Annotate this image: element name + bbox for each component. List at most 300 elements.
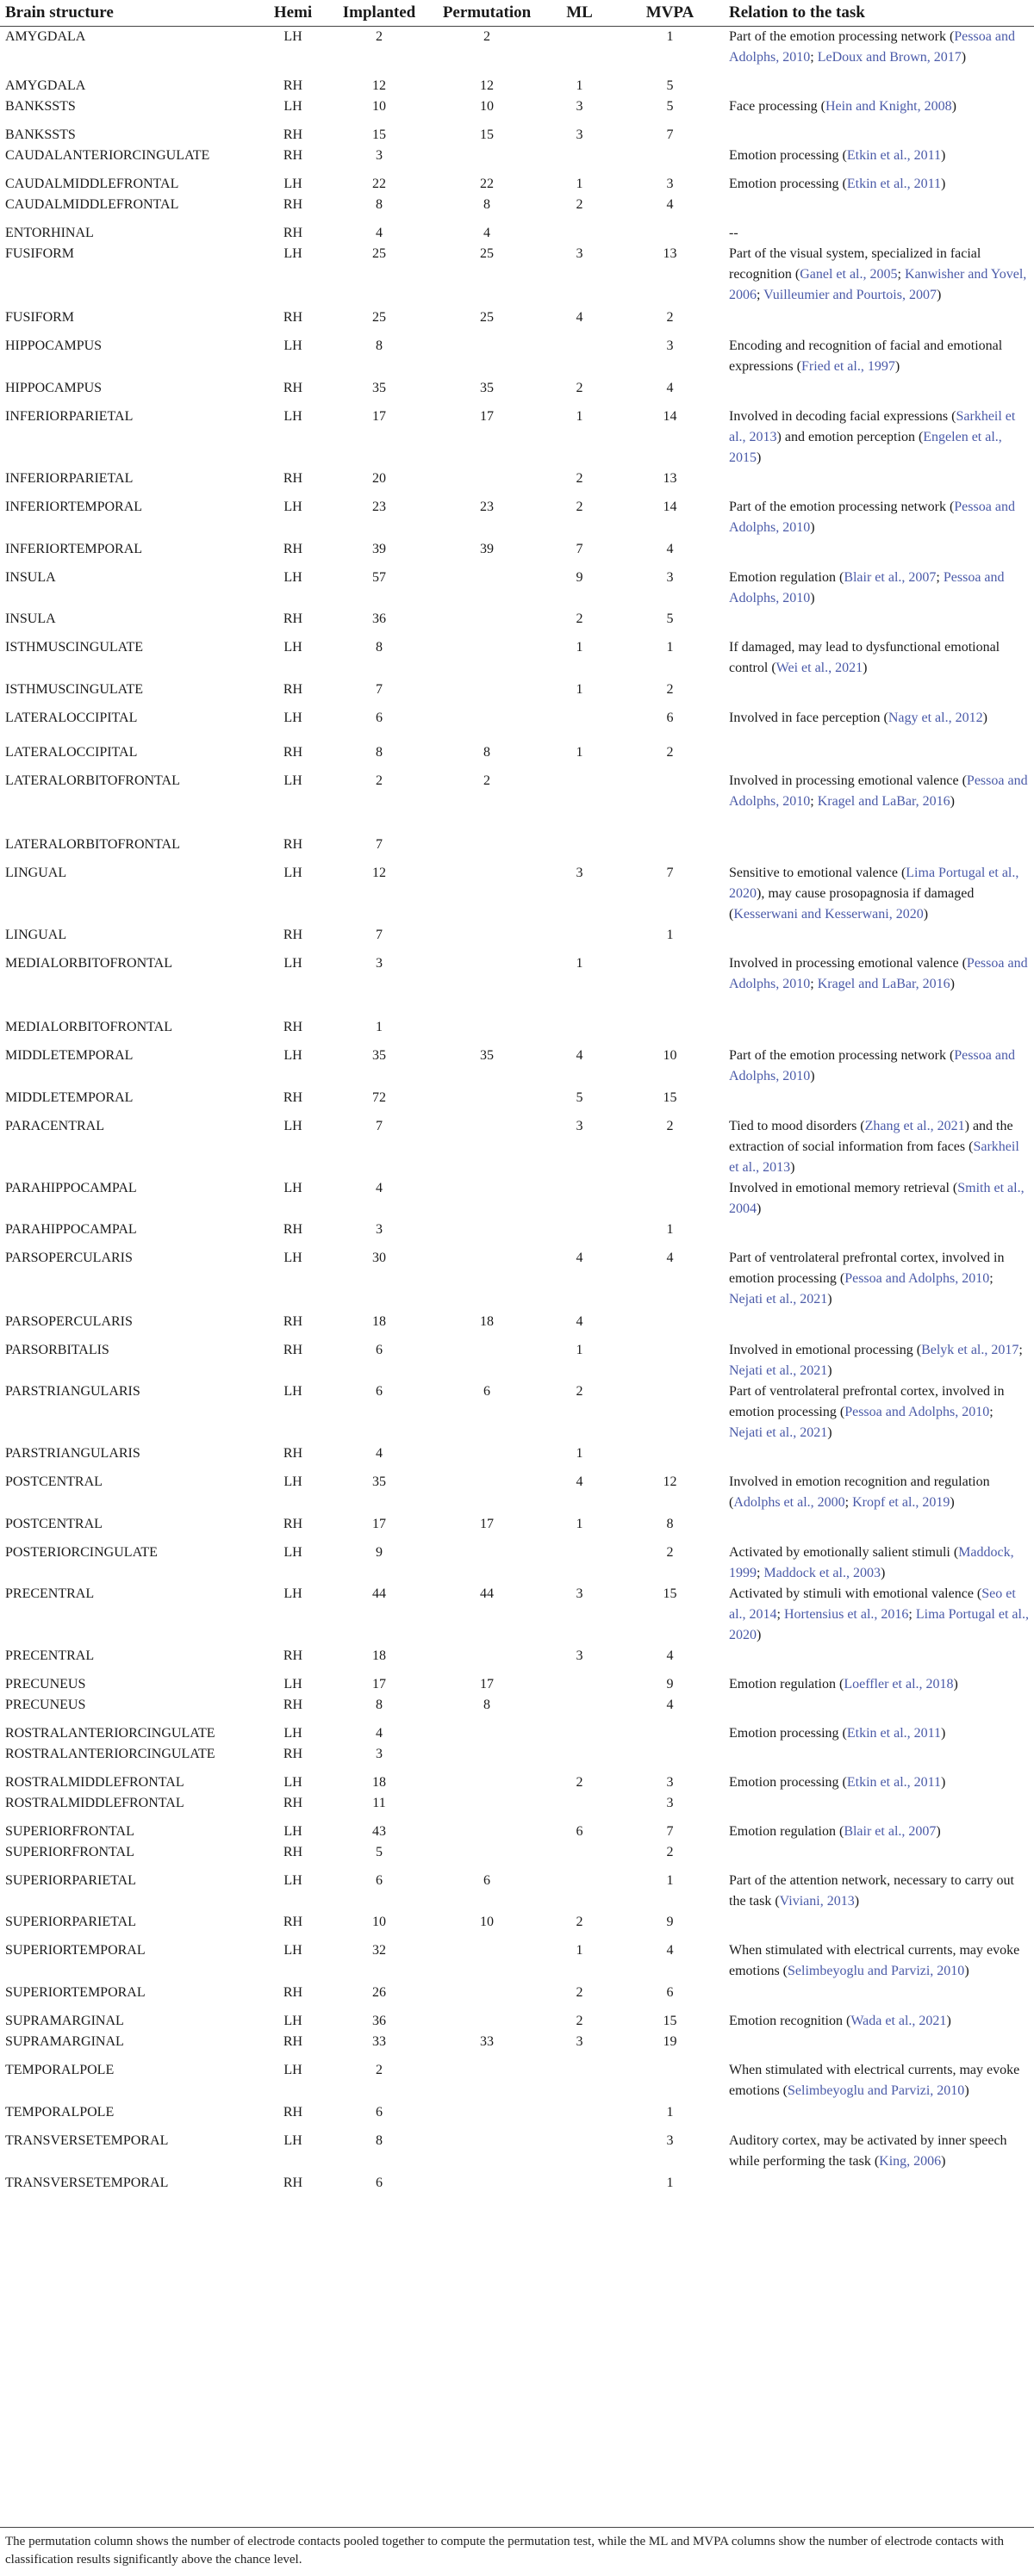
citation-link[interactable]: Pessoa and Adolphs, 2010 <box>844 1270 990 1286</box>
cell-brain-structure: PARSORBITALIS <box>5 1342 109 1357</box>
cell-brain-structure: HIPPOCAMPUS <box>5 338 103 353</box>
cell-relation <box>724 1842 1034 1871</box>
citation-link[interactable]: Kragel and LaBar, 2016 <box>817 976 950 991</box>
relation-text: ) <box>854 1893 860 1909</box>
cell-hemi: RH <box>283 1844 303 1859</box>
cell-ml <box>543 1220 616 1248</box>
cell-relation <box>724 539 1034 568</box>
cell-ml: 2 <box>576 2013 583 2028</box>
cell-mvpa: 3 <box>666 176 674 191</box>
cell-relation <box>724 1674 1034 1695</box>
cell-hemi: LH <box>283 2062 302 2077</box>
citation-link[interactable]: Selimbeyoglu and Parvizi, 2010 <box>788 2083 965 2098</box>
header-hemi: Hemi <box>258 0 327 27</box>
cell-permutation <box>431 1443 543 1472</box>
relation-text: Emotion processing ( <box>729 147 847 163</box>
cell-ml: 3 <box>576 2033 583 2049</box>
cell-implanted: 8 <box>376 744 383 760</box>
cell-brain-structure: SUPERIORPARIETAL <box>5 1914 136 1929</box>
cell-brain-structure: POSTCENTRAL <box>5 1474 103 1489</box>
cell-hemi: RH <box>283 744 303 760</box>
citation-link[interactable]: Zhang et al., 2021 <box>864 1118 965 1133</box>
table-row <box>0 742 1034 771</box>
relation-text: ) and the extraction of social information from faces ( <box>729 1118 1013 1154</box>
citation-link[interactable]: Sarkheil et al., 2013 <box>729 408 1016 444</box>
relation-text: ) <box>923 906 929 922</box>
cell-implanted: 8 <box>376 639 383 655</box>
cell-permutation <box>431 336 543 378</box>
relation-text: ) <box>863 660 868 675</box>
cell-implanted: 26 <box>372 1984 386 2000</box>
relation-text: ) <box>964 1963 969 1978</box>
cell-brain-structure: PARSTRIANGULARIS <box>5 1445 140 1461</box>
cell-mvpa <box>616 953 724 1017</box>
relation-text: ) <box>827 1362 832 1378</box>
cell-hemi: RH <box>283 1313 303 1329</box>
cell-hemi: LH <box>283 955 302 971</box>
cell-permutation: 4 <box>483 225 490 240</box>
table-row <box>0 1674 1034 1695</box>
cell-relation <box>724 637 1034 680</box>
citation-link[interactable]: Maddock et al., 2003 <box>763 1565 881 1580</box>
citation-link[interactable]: Etkin et al., 2011 <box>846 1774 942 1790</box>
relation-text: ) <box>936 1823 941 1839</box>
cell-relation <box>724 27 1034 76</box>
header-ml: ML <box>543 0 616 27</box>
cell-ml: 1 <box>576 1445 583 1461</box>
cell-permutation: 33 <box>480 2033 494 2049</box>
cell-relation <box>724 1744 1034 1772</box>
cell-implanted: 6 <box>376 710 383 725</box>
table-row <box>0 708 1034 742</box>
cell-hemi: RH <box>283 380 303 395</box>
cell-permutation: 8 <box>483 196 490 212</box>
cell-implanted: 3 <box>376 1221 383 1237</box>
cell-mvpa <box>616 771 724 835</box>
cell-permutation <box>431 2173 543 2201</box>
citation-link[interactable]: Nejati et al., 2021 <box>729 1291 828 1307</box>
cell-hemi: RH <box>283 927 303 942</box>
table-row <box>0 1871 1034 1912</box>
cell-brain-structure: SUPERIORTEMPORAL <box>5 1984 146 2000</box>
cell-mvpa: 12 <box>663 1474 677 1489</box>
cell-permutation: 22 <box>480 176 494 191</box>
cell-relation <box>724 1046 1034 1088</box>
cell-ml: 2 <box>576 611 583 626</box>
table-row <box>0 1472 1034 1514</box>
cell-brain-structure: LINGUAL <box>5 927 67 942</box>
citation-link[interactable]: Hein and Knight, 2008 <box>825 98 952 114</box>
cell-implanted: 8 <box>376 1697 383 1712</box>
citation-link[interactable]: Etkin et al., 2011 <box>846 147 942 163</box>
cell-mvpa: 15 <box>663 2013 677 2028</box>
relation-text: Part of ventrolateral prefrontal cortex, involved in emotion processing ( <box>729 1383 1005 1419</box>
table-row <box>0 76 1034 96</box>
cell-hemi: LH <box>283 1872 302 1888</box>
cell-ml: 2 <box>576 470 583 486</box>
cell-implanted: 10 <box>372 98 386 114</box>
cell-relation <box>724 568 1034 609</box>
cell-ml <box>543 223 616 244</box>
table-row <box>0 1340 1034 1381</box>
cell-mvpa: 1 <box>666 927 674 942</box>
cell-hemi: LH <box>283 1118 302 1133</box>
relation-text: ) <box>941 147 946 163</box>
cell-ml <box>543 1744 616 1772</box>
cell-implanted: 6 <box>376 1383 383 1399</box>
cell-relation <box>724 76 1034 96</box>
cell-brain-structure: TRANSVERSETEMPORAL <box>5 2132 169 2148</box>
cell-permutation: 35 <box>480 380 494 395</box>
citation-link[interactable]: Blair et al., 2007 <box>844 1823 937 1839</box>
cell-mvpa: 14 <box>663 408 677 424</box>
relation-text: Encoding and recognition of facial and emotional expressions ( <box>729 338 1003 374</box>
cell-mvpa <box>616 146 724 174</box>
cell-hemi: LH <box>283 1180 302 1195</box>
cell-hemi: LH <box>283 245 302 261</box>
relation-text: Involved in decoding facial expressions ( <box>729 408 956 424</box>
cell-implanted: 6 <box>376 1872 383 1888</box>
cell-brain-structure: FUSIFORM <box>5 309 75 325</box>
cell-hemi: LH <box>283 639 302 655</box>
cell-relation <box>724 680 1034 708</box>
citation-link[interactable]: Wada et al., 2021 <box>850 2013 947 2028</box>
table-row <box>0 1646 1034 1674</box>
citation-link[interactable]: LeDoux and Brown, 2017 <box>817 50 962 65</box>
cell-hemi: LH <box>283 1774 302 1790</box>
table-row <box>0 835 1034 863</box>
table-header-row <box>0 0 1034 27</box>
citation-link[interactable]: Kropf et al., 2019 <box>852 1494 950 1510</box>
table-row <box>0 1912 1034 1940</box>
cell-mvpa: 13 <box>663 245 677 261</box>
cell-mvpa: 4 <box>666 196 674 212</box>
citation-link[interactable]: Wei et al., 2021 <box>776 660 863 675</box>
cell-permutation <box>431 2131 543 2173</box>
cell-ml: 2 <box>576 1383 583 1399</box>
cell-relation <box>724 1017 1034 1046</box>
cell-mvpa <box>616 223 724 244</box>
header-mvpa: MVPA <box>616 0 724 27</box>
cell-implanted: 7 <box>376 681 383 697</box>
cell-relation <box>724 1822 1034 1842</box>
cell-implanted: 5 <box>376 1844 383 1859</box>
cell-implanted: 6 <box>376 2175 383 2190</box>
citation-link[interactable]: King, 2006 <box>879 2153 942 2169</box>
cell-relation <box>724 1340 1034 1381</box>
cell-permutation: 23 <box>480 499 494 514</box>
cell-brain-structure: LATERALOCCIPITAL <box>5 744 138 760</box>
table-row <box>0 539 1034 568</box>
cell-implanted: 22 <box>372 176 386 191</box>
cell-permutation: 12 <box>480 78 494 93</box>
cell-brain-structure: SUPRAMARGINAL <box>5 2033 124 2049</box>
relation-text: ) <box>951 98 956 114</box>
citation-link[interactable]: Kragel and LaBar, 2016 <box>817 793 950 809</box>
citation-link[interactable]: Vuilleumier and Pourtois, 2007 <box>763 287 937 302</box>
citation-link[interactable]: Nejati et al., 2021 <box>729 1362 828 1378</box>
citation-link[interactable]: Pessoa and Adolphs, 2010 <box>844 1404 990 1419</box>
cell-ml: 3 <box>576 1586 583 1601</box>
cell-ml <box>543 708 616 742</box>
cell-relation <box>724 2032 1034 2060</box>
cell-mvpa: 1 <box>666 2104 674 2120</box>
cell-permutation: 8 <box>483 1697 490 1712</box>
table-row <box>0 1514 1034 1542</box>
relation-text: ) <box>936 287 942 302</box>
cell-permutation <box>431 1220 543 1248</box>
citation-link[interactable]: Pessoa and Adolphs, 2010 <box>729 773 1028 809</box>
cell-permutation <box>431 1472 543 1514</box>
cell-brain-structure: SUPERIORFRONTAL <box>5 1823 134 1839</box>
citation-link[interactable]: Hortensius et al., 2016 <box>784 1606 909 1622</box>
cell-mvpa <box>616 835 724 863</box>
cell-permutation <box>431 1822 543 1842</box>
relation-text: ) <box>950 793 955 809</box>
cell-implanted: 33 <box>372 2033 386 2049</box>
cell-ml: 7 <box>576 541 583 556</box>
cell-relation <box>724 742 1034 771</box>
cell-brain-structure: MIDDLETEMPORAL <box>5 1047 134 1063</box>
citation-link[interactable]: Pessoa and Adolphs, 2010 <box>729 29 1015 65</box>
relation-text: ) <box>757 1627 762 1642</box>
citation-link[interactable]: Smith et al., 2004 <box>729 1180 1025 1216</box>
relation-text: ) and emotion perception ( <box>776 429 924 444</box>
cell-ml: 4 <box>576 1474 583 1489</box>
cell-mvpa: 9 <box>666 1676 674 1691</box>
citation-link[interactable]: Maddock, 1999 <box>729 1544 1014 1580</box>
cell-ml: 4 <box>576 309 583 325</box>
table-row <box>0 771 1034 835</box>
table-row <box>0 1822 1034 1842</box>
cell-implanted: 15 <box>372 127 386 142</box>
cell-ml <box>543 2060 616 2102</box>
table-body <box>0 27 1034 2201</box>
relation-text: Involved in emotional processing ( <box>729 1342 922 1357</box>
cell-hemi: RH <box>283 78 303 93</box>
cell-implanted: 35 <box>372 1474 386 1489</box>
cell-ml: 5 <box>576 1089 583 1105</box>
cell-implanted: 6 <box>376 1342 383 1357</box>
cell-implanted: 12 <box>372 78 386 93</box>
citation-link[interactable]: Pessoa and Adolphs, 2010 <box>729 1047 1015 1083</box>
citation-link[interactable]: Seo et al., 2014 <box>729 1586 1016 1622</box>
citation-link[interactable]: Engelen et al., 2015 <box>729 429 1002 465</box>
cell-permutation: 18 <box>480 1313 494 1329</box>
relation-text: ) <box>941 2153 946 2169</box>
table-row <box>0 1088 1034 1116</box>
cell-relation <box>724 1514 1034 1542</box>
cell-mvpa: 9 <box>666 1914 674 1929</box>
cell-mvpa <box>616 1017 724 1046</box>
citation-link[interactable]: Pessoa and Adolphs, 2010 <box>729 955 1028 991</box>
cell-hemi: RH <box>283 1746 303 1761</box>
cell-brain-structure: PARSOPERCULARIS <box>5 1250 133 1265</box>
relation-text: Activated by stimuli with emotional valence ( <box>729 1586 982 1601</box>
cell-hemi: LH <box>283 773 302 788</box>
cell-ml <box>543 146 616 174</box>
cell-mvpa: 4 <box>666 1942 674 1958</box>
cell-relation <box>724 1646 1034 1674</box>
cell-ml: 1 <box>576 176 583 191</box>
relation-text: ) <box>964 2083 969 2098</box>
table-row <box>0 1381 1034 1443</box>
cell-mvpa: 2 <box>666 1544 674 1560</box>
relation-text: ) <box>880 1565 886 1580</box>
cell-implanted: 36 <box>372 2013 386 2028</box>
cell-permutation <box>431 1842 543 1871</box>
cell-permutation <box>431 1772 543 1793</box>
cell-hemi: RH <box>283 2033 303 2049</box>
citation-link[interactable]: Lima Portugal et al., 2020 <box>729 1606 1029 1642</box>
cell-implanted: 8 <box>376 2132 383 2148</box>
cell-permutation <box>431 835 543 863</box>
cell-relation <box>724 378 1034 407</box>
cell-hemi: LH <box>283 569 302 585</box>
cell-permutation: 17 <box>480 408 494 424</box>
cell-implanted: 44 <box>372 1586 386 1601</box>
cell-implanted: 25 <box>372 245 386 261</box>
citation-link[interactable]: Ganel et al., 2005 <box>800 266 898 282</box>
cell-permutation: 17 <box>480 1516 494 1531</box>
cell-ml <box>543 1017 616 1046</box>
citation-link[interactable]: Loeffler et al., 2018 <box>844 1676 954 1691</box>
cell-permutation <box>431 680 543 708</box>
cell-relation <box>724 1912 1034 1940</box>
cell-implanted: 3 <box>376 1746 383 1761</box>
cell-brain-structure: POSTCENTRAL <box>5 1516 103 1531</box>
cell-brain-structure: FUSIFORM <box>5 245 75 261</box>
cell-implanted: 30 <box>372 1250 386 1265</box>
cell-brain-structure: LATERALOCCIPITAL <box>5 710 138 725</box>
cell-ml: 1 <box>576 1516 583 1531</box>
table-row <box>0 146 1034 174</box>
relation-text: ) <box>757 1201 762 1216</box>
cell-implanted: 8 <box>376 338 383 353</box>
cell-relation <box>724 407 1034 469</box>
citation-link[interactable]: Pessoa and Adolphs, 2010 <box>729 499 1015 535</box>
cell-permutation: 6 <box>483 1872 490 1888</box>
cell-permutation <box>431 1983 543 2011</box>
cell-mvpa <box>616 1744 724 1772</box>
relation-text: ) <box>941 1725 946 1741</box>
cell-ml: 3 <box>576 98 583 114</box>
cell-mvpa <box>616 1443 724 1472</box>
cell-relation <box>724 2173 1034 2201</box>
table-row <box>0 609 1034 637</box>
relation-text: Face processing ( <box>729 98 825 114</box>
relation-text: ) <box>941 1774 946 1790</box>
relation-text: ) <box>827 1425 832 1440</box>
citation-link[interactable]: Nagy et al., 2012 <box>888 710 983 725</box>
cell-implanted: 39 <box>372 541 386 556</box>
cell-mvpa: 14 <box>663 499 677 514</box>
citation-link[interactable]: Etkin et al., 2011 <box>846 176 942 191</box>
cell-implanted: 2 <box>376 773 383 788</box>
relation-text: Activated by emotionally salient stimuli ( <box>729 1544 959 1560</box>
cell-relation <box>724 1871 1034 1912</box>
cell-mvpa: 5 <box>666 611 674 626</box>
cell-hemi: RH <box>283 1089 303 1105</box>
citation-link[interactable]: Kesserwani and Kesserwani, 2020 <box>733 906 924 922</box>
cell-relation <box>724 863 1034 925</box>
cell-brain-structure: SUPERIORTEMPORAL <box>5 1942 146 1958</box>
cell-relation <box>724 195 1034 223</box>
cell-hemi: RH <box>283 1984 303 2000</box>
citation-link[interactable]: Selimbeyoglu and Parvizi, 2010 <box>788 1963 965 1978</box>
cell-relation <box>724 1695 1034 1723</box>
cell-mvpa: 2 <box>666 309 674 325</box>
cell-relation <box>724 2011 1034 2032</box>
cell-permutation <box>431 1542 543 1584</box>
citation-link[interactable]: Etkin et al., 2011 <box>846 1725 942 1741</box>
cell-permutation <box>431 708 543 742</box>
cell-implanted: 20 <box>372 470 386 486</box>
table-row <box>0 336 1034 378</box>
cell-mvpa: 4 <box>666 1697 674 1712</box>
cell-implanted: 57 <box>372 569 386 585</box>
cell-relation <box>724 1312 1034 1340</box>
cell-relation <box>724 1088 1034 1116</box>
cell-implanted: 35 <box>372 380 386 395</box>
citation-link[interactable]: Adolphs et al., 2000 <box>733 1494 845 1510</box>
cell-permutation: 10 <box>480 1914 494 1929</box>
citation-link[interactable]: Lima Portugal et al., 2020 <box>729 865 1019 901</box>
citation-link[interactable]: Kanwisher and Yovel, 2006 <box>729 266 1027 302</box>
cell-permutation <box>431 863 543 925</box>
cell-relation <box>724 1983 1034 2011</box>
relation-text: ; <box>810 976 818 991</box>
citation-link[interactable]: Fried et al., 1997 <box>800 358 895 374</box>
citation-link[interactable]: Belyk et al., 2017 <box>921 1342 1019 1357</box>
cell-ml: 1 <box>576 955 583 971</box>
citation-link[interactable]: Pessoa and Adolphs, 2010 <box>729 569 1005 605</box>
cell-mvpa: 1 <box>666 29 674 44</box>
table-row <box>0 1542 1034 1584</box>
cell-brain-structure: TRANSVERSETEMPORAL <box>5 2175 169 2190</box>
cell-implanted: 4 <box>376 1445 383 1461</box>
cell-ml <box>543 2102 616 2131</box>
citation-link[interactable]: Blair et al., 2007 <box>844 569 937 585</box>
relation-text: ) <box>810 590 815 605</box>
citation-link[interactable]: Nejati et al., 2021 <box>729 1425 828 1440</box>
cell-relation <box>724 125 1034 146</box>
relation-text: ; <box>757 1565 764 1580</box>
cell-implanted: 4 <box>376 1725 383 1741</box>
cell-brain-structure: INFERIORPARIETAL <box>5 408 134 424</box>
table-row <box>0 96 1034 125</box>
cell-implanted: 17 <box>372 1516 386 1531</box>
table-row <box>0 863 1034 925</box>
relation-text: ; <box>810 793 818 809</box>
cell-brain-structure: PARAHIPPOCAMPAL <box>5 1180 137 1195</box>
citation-link[interactable]: Sarkheil et al., 2013 <box>729 1139 1019 1175</box>
relation-text: Involved in processing emotional valence ( <box>729 955 967 971</box>
table-row <box>0 1983 1034 2011</box>
cell-brain-structure: LINGUAL <box>5 865 67 880</box>
relation-text: ) <box>827 1291 832 1307</box>
cell-implanted: 2 <box>376 29 383 44</box>
cell-ml: 4 <box>576 1250 583 1265</box>
relation-text: When stimulated with electrical currents, may evoke emotions ( <box>729 2062 1020 2098</box>
cell-brain-structure: BANKSSTS <box>5 127 76 142</box>
cell-implanted: 32 <box>372 1942 386 1958</box>
relation-text: Emotion regulation ( <box>729 1676 844 1691</box>
citation-link[interactable]: Viviani, 2013 <box>779 1893 855 1909</box>
relation-text: ) <box>950 1494 955 1510</box>
cell-permutation: 44 <box>480 1586 494 1601</box>
cell-implanted: 10 <box>372 1914 386 1929</box>
